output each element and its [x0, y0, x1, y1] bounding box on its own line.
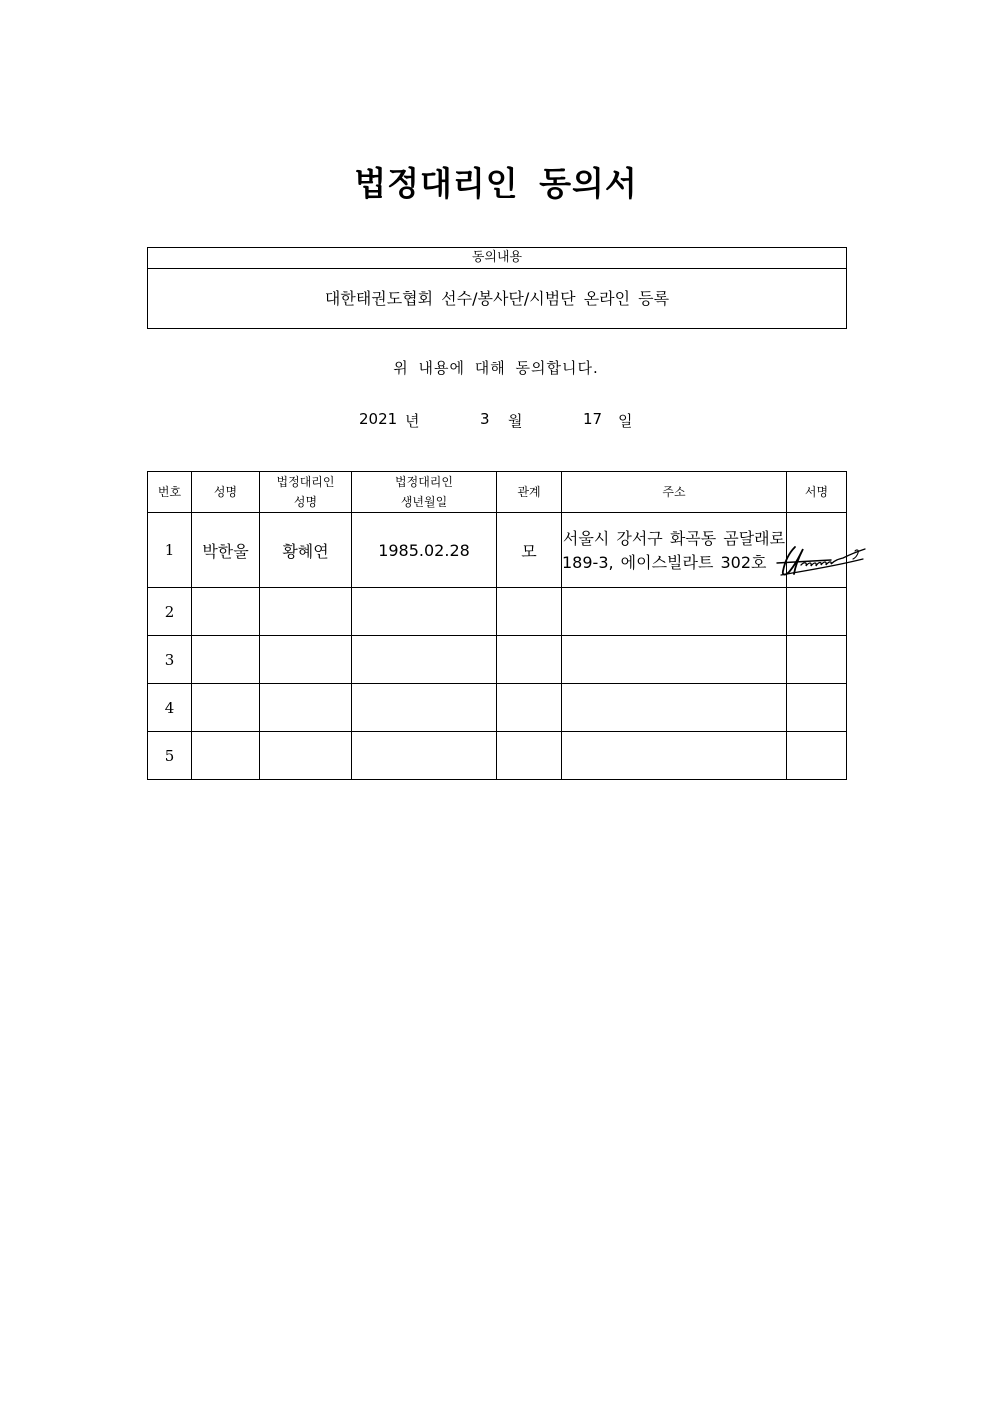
row-relation	[497, 588, 562, 636]
row-signature-cell	[787, 684, 847, 732]
table-row	[148, 588, 847, 636]
date-month: 3	[480, 410, 490, 428]
header-guardian-name-line1: 법정대리인	[276, 475, 335, 489]
header-guardian-name-line2: 성명	[293, 495, 318, 509]
row-no: 1	[148, 513, 192, 588]
row-relation	[497, 732, 562, 780]
row-relation	[497, 684, 562, 732]
consent-content: 대한태권도협회 선수/봉사단/시범단 온라인 등록	[324, 289, 670, 308]
row-guardian-birth	[352, 732, 497, 780]
row-guardian-birth	[352, 636, 497, 684]
document-title: 법정대리인 동의서	[354, 164, 638, 203]
header-signature: 서명	[787, 472, 847, 513]
registration-table	[147, 471, 847, 780]
row-name	[192, 684, 260, 732]
row-no: 5	[148, 732, 192, 780]
header-guardian-birth-line2: 생년월일	[400, 495, 448, 509]
consent-header: 동의내용	[148, 248, 846, 269]
date-year: 2021	[359, 410, 398, 428]
table-row	[148, 636, 847, 684]
row-name: 박한울	[192, 513, 260, 588]
header-guardian-birth-line1: 법정대리인	[395, 475, 453, 489]
row-address	[562, 684, 787, 732]
row-guardian-birth	[352, 588, 497, 636]
row-signature-cell	[787, 732, 847, 780]
table-row	[148, 684, 847, 732]
header-no: 번호	[148, 472, 192, 513]
row-guardian-name: 황혜연	[260, 513, 352, 588]
row-guardian-name	[260, 588, 352, 636]
consent-box	[147, 247, 847, 329]
row-address	[562, 636, 787, 684]
header-name: 성명	[192, 472, 260, 513]
table-header-row	[148, 472, 847, 513]
row-address-text: 서울시 강서구 화곡동 곰달래로 189-3, 에이스빌라트 302호	[562, 528, 786, 572]
table-row	[148, 513, 847, 588]
row-no: 2	[148, 588, 192, 636]
row-address	[562, 513, 787, 588]
header-guardian-birth	[352, 472, 497, 513]
handwritten-signature	[773, 541, 869, 579]
header-address: 주소	[562, 472, 787, 513]
row-address	[562, 732, 787, 780]
row-signature-cell	[787, 636, 847, 684]
row-name	[192, 636, 260, 684]
row-name	[192, 588, 260, 636]
date-month-unit: 월	[508, 412, 523, 430]
header-relation: 관계	[497, 472, 562, 513]
table-row	[148, 732, 847, 780]
row-no: 4	[148, 684, 192, 732]
row-guardian-name	[260, 732, 352, 780]
header-guardian-name	[260, 472, 352, 513]
row-relation	[497, 636, 562, 684]
row-guardian-name	[260, 684, 352, 732]
row-guardian-birth: 1985.02.28	[352, 513, 497, 588]
row-signature-cell	[787, 513, 847, 588]
row-no: 3	[148, 636, 192, 684]
row-relation: 모	[497, 513, 562, 588]
date-day: 17	[583, 410, 603, 428]
row-address	[562, 588, 787, 636]
row-name	[192, 732, 260, 780]
agree-statement: 위 내용에 대해 동의합니다.	[393, 359, 599, 377]
row-guardian-name	[260, 636, 352, 684]
row-guardian-birth	[352, 684, 497, 732]
row-signature-cell	[787, 588, 847, 636]
date-day-unit: 일	[618, 412, 633, 430]
date-year-unit: 년	[405, 412, 420, 430]
